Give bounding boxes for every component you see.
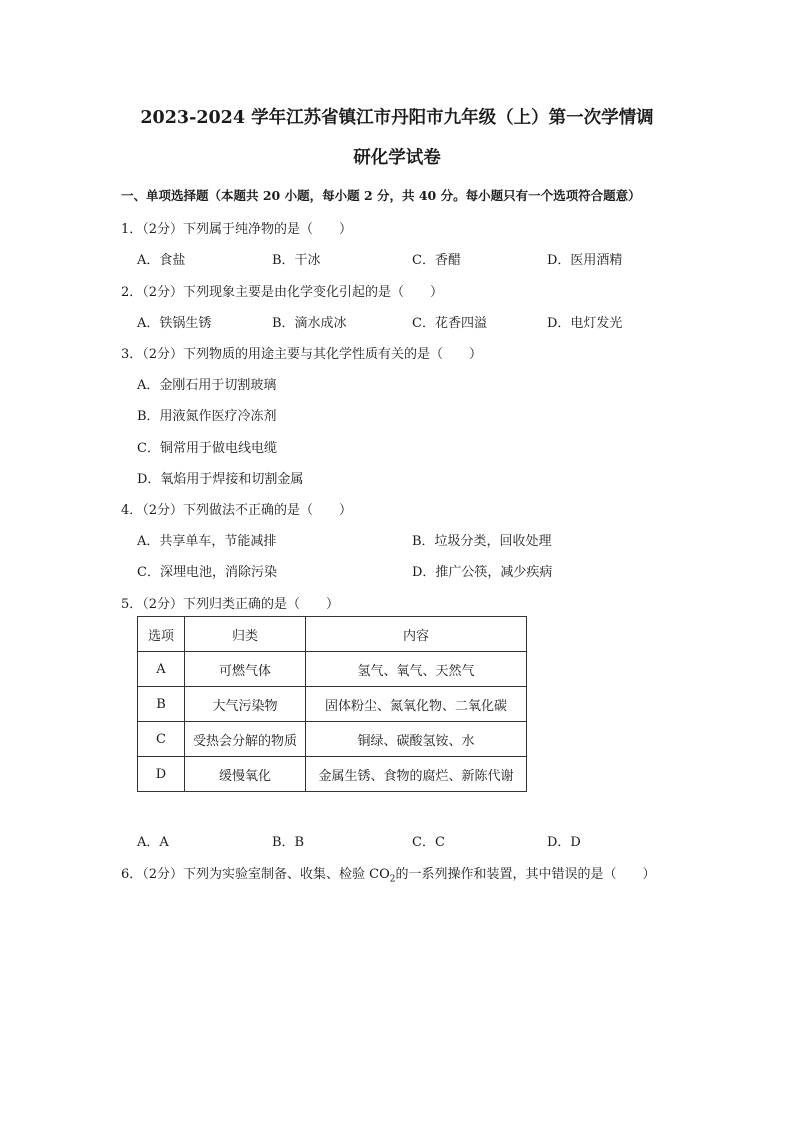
table-cell: 大气污染物 — [185, 687, 306, 722]
q6-stem-after: 的一系列操作和装置，其中错误的是（ ） — [395, 867, 656, 882]
q3-option-a: A．金刚石用于切割玻璃 — [137, 378, 277, 393]
q2-stem: 2．（2分）下列现象主要是由化学变化引起的是（ ） — [121, 285, 444, 300]
q3-option-c: C．铜常用于做电线电缆 — [137, 441, 277, 456]
table-row — [138, 722, 527, 757]
table-header-cell: 选项 — [138, 617, 185, 652]
q5-table — [137, 616, 527, 792]
table-row — [138, 652, 527, 687]
q4-stem: 4．（2分）下列做法不正确的是（ ） — [121, 503, 353, 518]
q4-option-b: B．垃圾分类，回收处理 — [412, 534, 552, 549]
q1-option-d: D．医用酒精 — [547, 253, 623, 268]
q3-option-d: D．氧焰用于焊接和切割金属 — [137, 472, 304, 487]
table-header-cell: 归类 — [185, 617, 306, 652]
table-cell: 金属生锈、食物的腐烂、新陈代谢 — [306, 757, 527, 792]
table-row — [138, 757, 527, 792]
table-cell: D — [138, 757, 185, 792]
q2-option-b: B．滴水成冰 — [272, 316, 347, 331]
q1-option-c: C．香醋 — [412, 253, 461, 268]
table-cell: 固体粉尘、氮氧化物、二氧化碳 — [306, 687, 527, 722]
q3-stem: 3．（2分）下列物质的用途主要与其化学性质有关的是（ ） — [121, 347, 483, 362]
table-cell: 铜绿、碳酸氢铵、水 — [306, 722, 527, 757]
q5-stem: 5．（2分）下列归类正确的是（ ） — [121, 597, 340, 612]
q1-option-b: B．干冰 — [272, 253, 321, 268]
table-cell: B — [138, 687, 185, 722]
q4-option-d: D．推广公筷，减少疾病 — [412, 565, 553, 580]
q4-option-a: A．共享单车，节能减排 — [137, 534, 277, 549]
q1-stem: 1．（2分）下列属于纯净物的是（ ） — [121, 222, 353, 237]
q6-stem-before: 6．（2分）下列为实验室制备、收集、检验 CO — [121, 867, 390, 882]
q3-option-b: B．用液氮作医疗冷冻剂 — [137, 409, 277, 424]
table-cell: A — [138, 652, 185, 687]
table-cell: 受热会分解的物质 — [185, 722, 306, 757]
exam-title-line2: 研化学试卷 — [353, 148, 441, 168]
q6-stem — [121, 863, 656, 885]
table-cell: 缓慢氧化 — [185, 757, 306, 792]
q5-option-b: B．B — [272, 835, 305, 850]
q2-option-d: D．电灯发光 — [547, 316, 623, 331]
table-header-cell: 内容 — [306, 617, 527, 652]
q4-option-c: C．深埋电池，消除污染 — [137, 565, 277, 580]
exam-title-line1: 2023-2024 学年江苏省镇江市丹阳市九年级（上）第一次学情调 — [140, 108, 654, 128]
q1-option-a: A．食盐 — [137, 253, 186, 268]
q5-option-d: D．D — [547, 835, 581, 850]
table-cell: 氢气、氧气、天然气 — [306, 652, 527, 687]
table-cell: 可燃气体 — [185, 652, 306, 687]
q5-option-c: C．C — [412, 835, 445, 850]
q6-stem-subscript: 2 — [389, 874, 396, 885]
table-header-row — [138, 617, 527, 652]
q2-option-a: A．铁锅生锈 — [137, 316, 212, 331]
table-cell: C — [138, 722, 185, 757]
q2-option-c: C．花香四溢 — [412, 316, 487, 331]
table-row — [138, 687, 527, 722]
q5-option-a: A．A — [137, 835, 169, 850]
section-heading: 一、单项选择题（本题共 20 小题，每小题 2 分，共 40 分。每小题只有一个选项符合题意） — [121, 188, 641, 203]
